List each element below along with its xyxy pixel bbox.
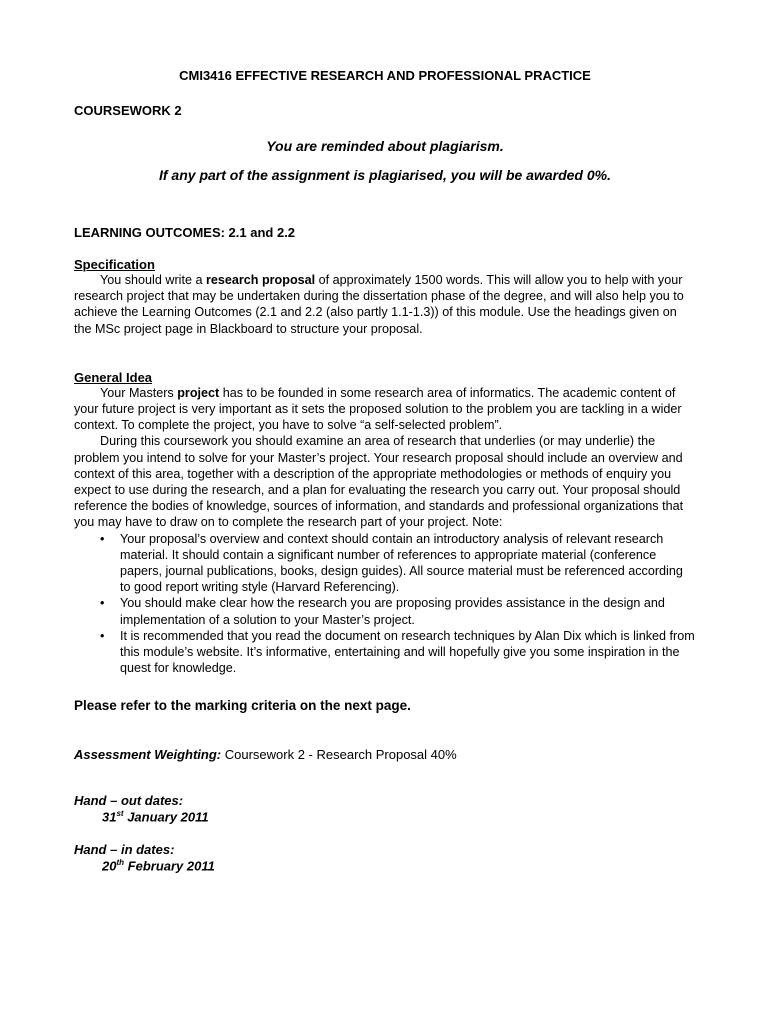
general-idea-heading: General Idea — [74, 369, 153, 385]
assessment-weighting — [74, 747, 696, 762]
handin-day-suffix: th — [116, 857, 125, 867]
learning-outcomes-heading: LEARNING OUTCOMES: 2.1 and 2.2 — [74, 225, 296, 240]
handin-date — [102, 858, 696, 873]
list-item — [100, 531, 696, 596]
handin-month-year: February 2011 — [124, 858, 215, 874]
plagiarism-warning-1: You are reminded about plagiarism. — [266, 138, 504, 154]
coursework-label: COURSEWORK 2 — [74, 103, 182, 118]
notes-list — [74, 531, 696, 677]
bullet-icon: • — [100, 596, 105, 611]
spec-text-post: of approximately 1500 words. This will allow you to help with your research project that may be undertaken during the dissertation phase of the degree, and will also help you to achieve the Learning Outcomes (2.1 and 2.2 (also partly 1.1-1.3)) of this module. Use the headings given on the MSc project page in Blackboard to structure your proposal. — [74, 273, 684, 336]
handout-month-year: January 2011 — [123, 809, 209, 825]
handout-date — [102, 809, 696, 824]
specification-paragraph — [74, 272, 696, 337]
gi-p1-post: has to be founded in some research area of informatics. The academic content of your future project is very important as it sets the proposed solution to the problem you are tackling in a wider context. To complete the project, you have to solve “a self-selected problem”. — [74, 385, 682, 433]
general-idea-paragraph-1 — [74, 385, 696, 434]
bullet-icon: • — [100, 628, 105, 643]
general-idea-paragraph-2: During this coursework you should examine an area of research that underlies (or may underlie) the problem you intend to solve for your Master’s project. Your research proposal should include an overview and context of this area, together with a description of the appropriate methodologies or methods of enquiry you expect to use during the research, and a plan for evaluating the research you carry out. Your proposal should reference the bodies of knowledge, sources of information, and standards and professional organizations that you may have to draw on to complete the research part of your project. Note: — [74, 434, 684, 530]
plagiarism-warning-2: If any part of the assignment is plagiarised, you will be awarded 0%. — [158, 167, 611, 183]
handout-day: 31 — [102, 809, 117, 825]
handin-dates-label: Hand – in dates: — [74, 841, 175, 857]
note-text: Your proposal’s overview and context should contain an introductory analysis of relevant research material. It should contain a significant number of references to appropriate material (conference papers, journal publications, books, design guides). All source material must be referenced according to good report writing style (Harvard Referencing). — [120, 531, 683, 595]
document-page — [74, 68, 696, 873]
note-text: It is recommended that you read the document on research techniques by Alan Dix which is linked from this module’s website. It’s informative, entertaining and will hopefully give you some inspiration in the quest for knowledge. — [120, 628, 695, 676]
gi-p1-bold: project — [177, 385, 220, 400]
list-item — [100, 628, 696, 677]
gi-p1-pre: Your Masters — [100, 385, 178, 400]
bullet-icon: • — [100, 531, 105, 546]
assessment-weighting-label: Assessment Weighting: — [74, 747, 222, 763]
spec-text-bold: research proposal — [205, 273, 316, 287]
list-item — [100, 595, 696, 627]
handout-day-suffix: st — [116, 809, 124, 819]
handin-day: 20 — [102, 858, 117, 874]
note-text: You should make clear how the research you are proposing provides assistance in the design and implementation of a solution to your Master’s project. — [120, 596, 665, 627]
handout-dates-label: Hand – out dates: — [74, 793, 184, 809]
marking-criteria-note: Please refer to the marking criteria on the next page. — [74, 698, 411, 714]
specification-heading: Specification — [74, 257, 155, 272]
spec-text-pre: You should write a — [100, 273, 206, 287]
assessment-weighting-value: Coursework 2 - Research Proposal 40% — [221, 747, 457, 763]
module-title: CMI3416 EFFECTIVE RESEARCH AND PROFESSIONAL PRACTICE — [179, 68, 591, 83]
